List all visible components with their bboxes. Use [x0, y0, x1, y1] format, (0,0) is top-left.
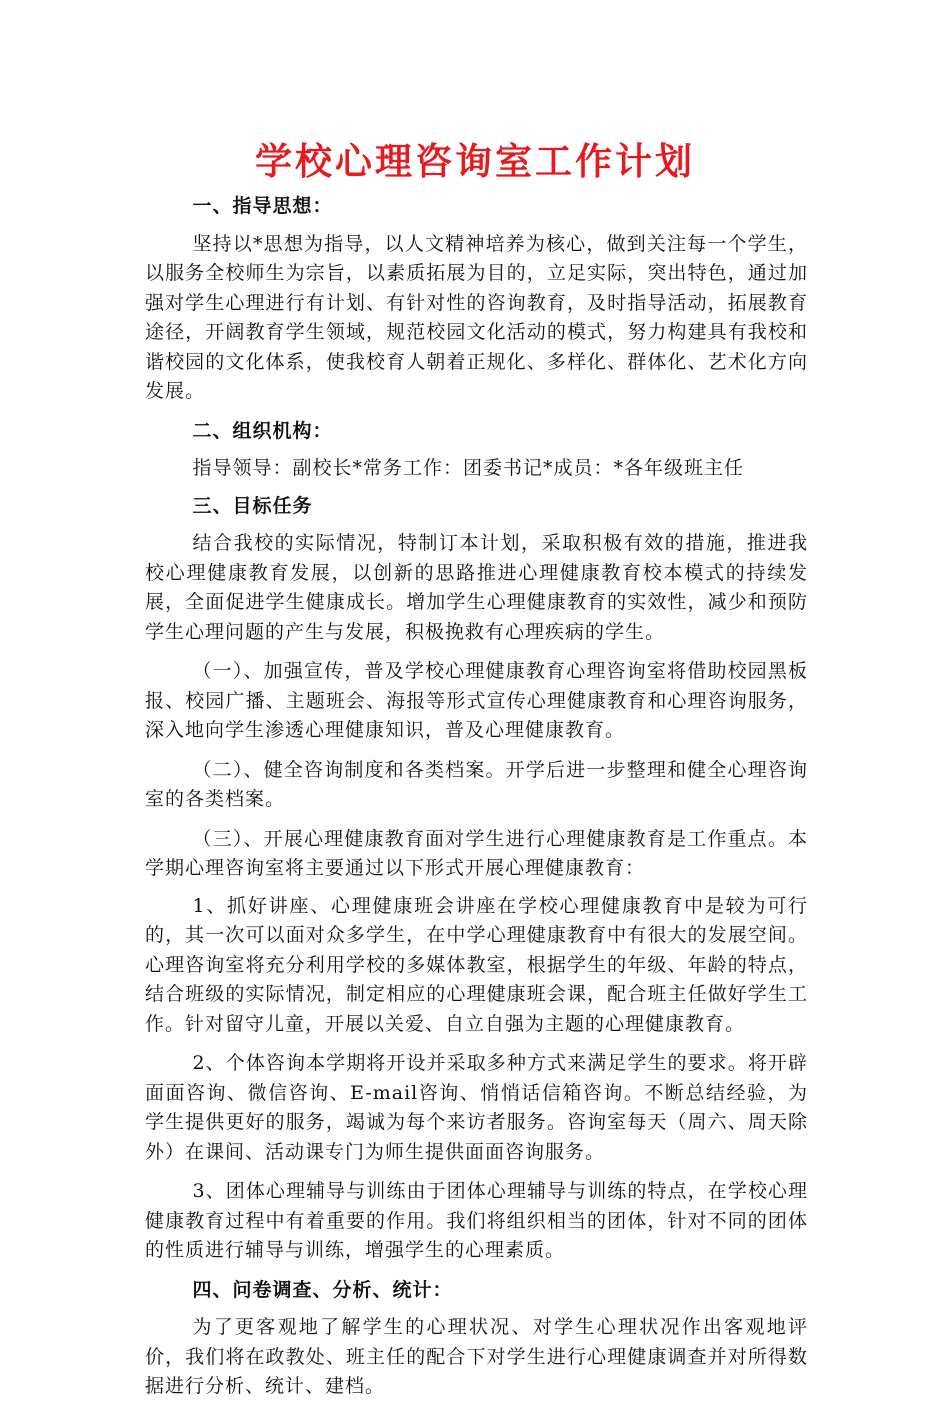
section-2-heading: 二、组织机构：	[192, 419, 333, 442]
section-3-item-2: （二）、健全咨询制度和各类档案。开学后进一步整理和健全心理咨询室的各类档案。	[145, 758, 808, 810]
section-3-subitem-1: 1、抓好讲座、心理健康班会讲座在学校心理健康教育中是较为可行的，其一次可以面对众多学生，在中学心理健康教育中有很大的发展空间。心理咨询室将充分利用学校的多媒体教室，根据学生的年级、年龄的特点，结合班级的实际情况，制定相应的心理健康班会课，配合班主任做好学生工作。针对留守儿童，开展以关爱、自立自强为主题的心理健康教育。	[145, 894, 808, 1035]
section-4-heading: 四、问卷调查、分析、统计：	[192, 1278, 453, 1301]
section-1-paragraph: 坚持以*思想为指导，以人文精神培养为核心，做到关注每一个学生，以服务全校师生为宗旨，以素质拓展为目的，立足实际，突出特色，通过加强对学生心理进行有计划、有针对性的咨询教育，及时指导活动，拓展教育途径，开阔教育学生领域，规范校园文化活动的模式，努力构建具有我校和谐校园的文化体系，使我校育人朝着正规化、多样化、群体化、艺术化方向发展。	[145, 232, 808, 402]
section-3-subitem-2: 2、个体咨询本学期将开设并采取多种方式来满足学生的要求。将开辟面面咨询、微信咨询、E-mail咨询、悄悄话信箱咨询。不断总结经验，为学生提供更好的服务，竭诚为每个来访者服务。咨询室每天（周六、周天除外）在课间、活动课专门为师生提供面面咨询服务。	[145, 1052, 808, 1163]
section-3-item-1: （一）、加强宣传，普及学校心理健康教育心理咨询室将借助校园黑板报、校园广播、主题班会、海报等形式宣传心理健康教育和心理咨询服务，深入地向学生渗透心理健康知识，普及心理健康教育。	[145, 660, 808, 741]
section-2-paragraph: 指导领导：副校长*常务工作：团委书记*成员：*各年级班主任	[192, 457, 745, 479]
section-1-heading: 一、指导思想：	[192, 195, 333, 217]
section-3-subitem-3: 3、团体心理辅导与训练由于团体心理辅导与训练的特点，在学校心理健康教育过程中有着重要的作用。我们将组织相当的团体，针对不同的团体的性质进行辅导与训练，增强学生的心理素质。	[145, 1180, 808, 1261]
section-3-heading: 三、目标任务	[192, 494, 313, 517]
section-4-paragraph: 为了更客观地了解学生的心理状况、对学生心理状况作出客观地评价，我们将在政教处、班主任的配合下对学生进行心理健康调查并对所得数据进行分析、统计、建档。	[145, 1316, 808, 1397]
document-title: 学校心理咨询室工作计划	[255, 139, 695, 183]
document-body	[145, 192, 808, 1402]
section-3-paragraph-intro: 结合我校的实际情况，特制订本计划，采取积极有效的措施，推进我校心理健康教育发展，以创新的思路推进心理健康教育校本模式的持续发展，全面促进学生健康成长。增加学生心理健康教育的实效性，减少和预防学生心理问题的产生与发展，积极挽救有心理疾病的学生。	[145, 532, 808, 643]
section-3-item-3: （三）、开展心理健康教育面对学生进行心理健康教育是工作重点。本学期心理咨询室将主要通过以下形式开展心理健康教育：	[145, 827, 808, 879]
